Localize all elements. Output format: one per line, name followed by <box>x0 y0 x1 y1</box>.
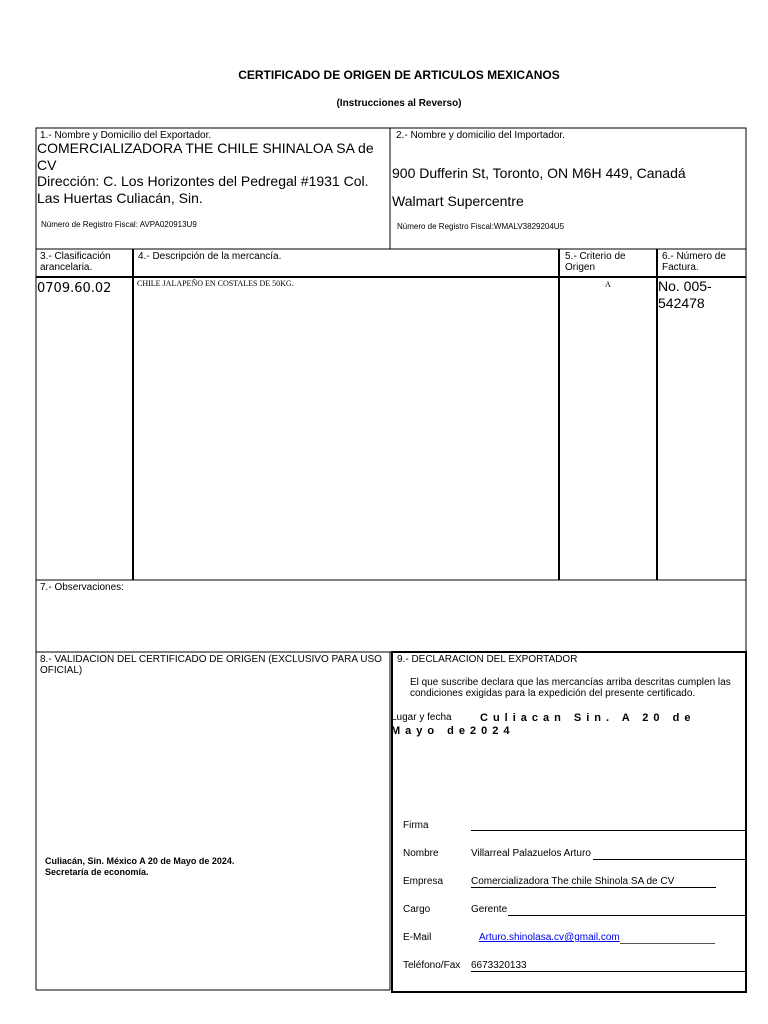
email-link[interactable]: Arturo.shinolasa.cv@gmail.com <box>479 932 620 943</box>
exporter-address: Dirección: C. Los Horizontes del Pedregal #1931 Col. Las Huertas Culiacán, Sin. <box>37 173 369 206</box>
importer-label: 2.- Nombre y domicilio del Importador. <box>396 130 565 141</box>
company-value: Comercializadora The chile Shinola SA de CV <box>471 876 675 887</box>
position-line <box>508 915 746 916</box>
exporter-label: 1.- Nombre y Domicilio del Exportador. <box>40 130 212 141</box>
company-label: Empresa <box>403 876 444 887</box>
signature-label: Firma <box>403 820 429 831</box>
email-label: E-Mail <box>403 932 432 943</box>
invoice-value: No. 005-542478 <box>658 278 712 311</box>
email-line <box>620 943 715 944</box>
place-date-label: Lugar y fecha <box>391 712 452 723</box>
position-value: Gerente <box>471 904 508 915</box>
declaration-statement: El que suscribe declara que las mercancías arriba descritas cumplen las condiciones exigidas para la expedición del presente certificado. <box>410 677 731 699</box>
importer-name: Walmart Supercentre <box>392 193 524 209</box>
position-label: Cargo <box>403 904 431 915</box>
exporter-name: COMERCIALIZADORA THE CHILE SHINALOA SA de CV <box>37 140 374 173</box>
importer-address: 900 Dufferin St, Toronto, ON M6H 449, Canadá <box>392 165 686 181</box>
declaration-label: 9.- DECLARACION DEL EXPORTADOR <box>397 654 578 665</box>
classification-value: 0709.60.02 <box>37 281 112 296</box>
criteria-header: 5.- Criterio de Origen <box>565 251 626 273</box>
validation-authority: Secretaría de economía. <box>45 867 149 877</box>
company-line <box>471 887 716 888</box>
phone-line <box>471 971 746 972</box>
name-value: Villarreal Palazuelos Arturo <box>471 848 591 859</box>
name-label: Nombre <box>403 848 439 859</box>
exporter-tax-id: Número de Registro Fiscal: AVPA020913U9 <box>41 220 197 229</box>
place-date-value: Culiacan Sin. A 20 de Mayo de2024 <box>391 712 696 737</box>
validation-label: 8.- VALIDACION DEL CERTIFICADO DE ORIGEN (EXCLUSIVO PARA USO OFICIAL) <box>40 654 382 676</box>
observations-label: 7.- Observaciones: <box>40 582 124 593</box>
document-subtitle: (Instrucciones al Reverso) <box>336 98 462 109</box>
phone-label: Teléfono/Fax <box>403 960 461 971</box>
document-title: CERTIFICADO DE ORIGEN DE ARTICULOS MEXICANOS <box>238 68 560 82</box>
importer-tax-id: Número de Registro Fiscal:WMALV3829204U5 <box>397 222 565 231</box>
criteria-value: A <box>605 280 611 289</box>
signature-line[interactable] <box>471 830 746 831</box>
description-header: 4.- Descripción de la mercancía. <box>138 251 282 262</box>
validation-place-date: Culiacán, Sin. México A 20 de Mayo de 2024. <box>45 856 235 866</box>
classification-header: 3.- Clasificación arancelaria. <box>40 251 111 273</box>
phone-value: 6673320133 <box>471 960 527 971</box>
description-value: CHILE JALAPEÑO EN COSTALES DE 50KG. <box>137 279 294 288</box>
invoice-header: 6.- Número de Factura. <box>662 251 726 273</box>
name-line <box>593 859 746 860</box>
